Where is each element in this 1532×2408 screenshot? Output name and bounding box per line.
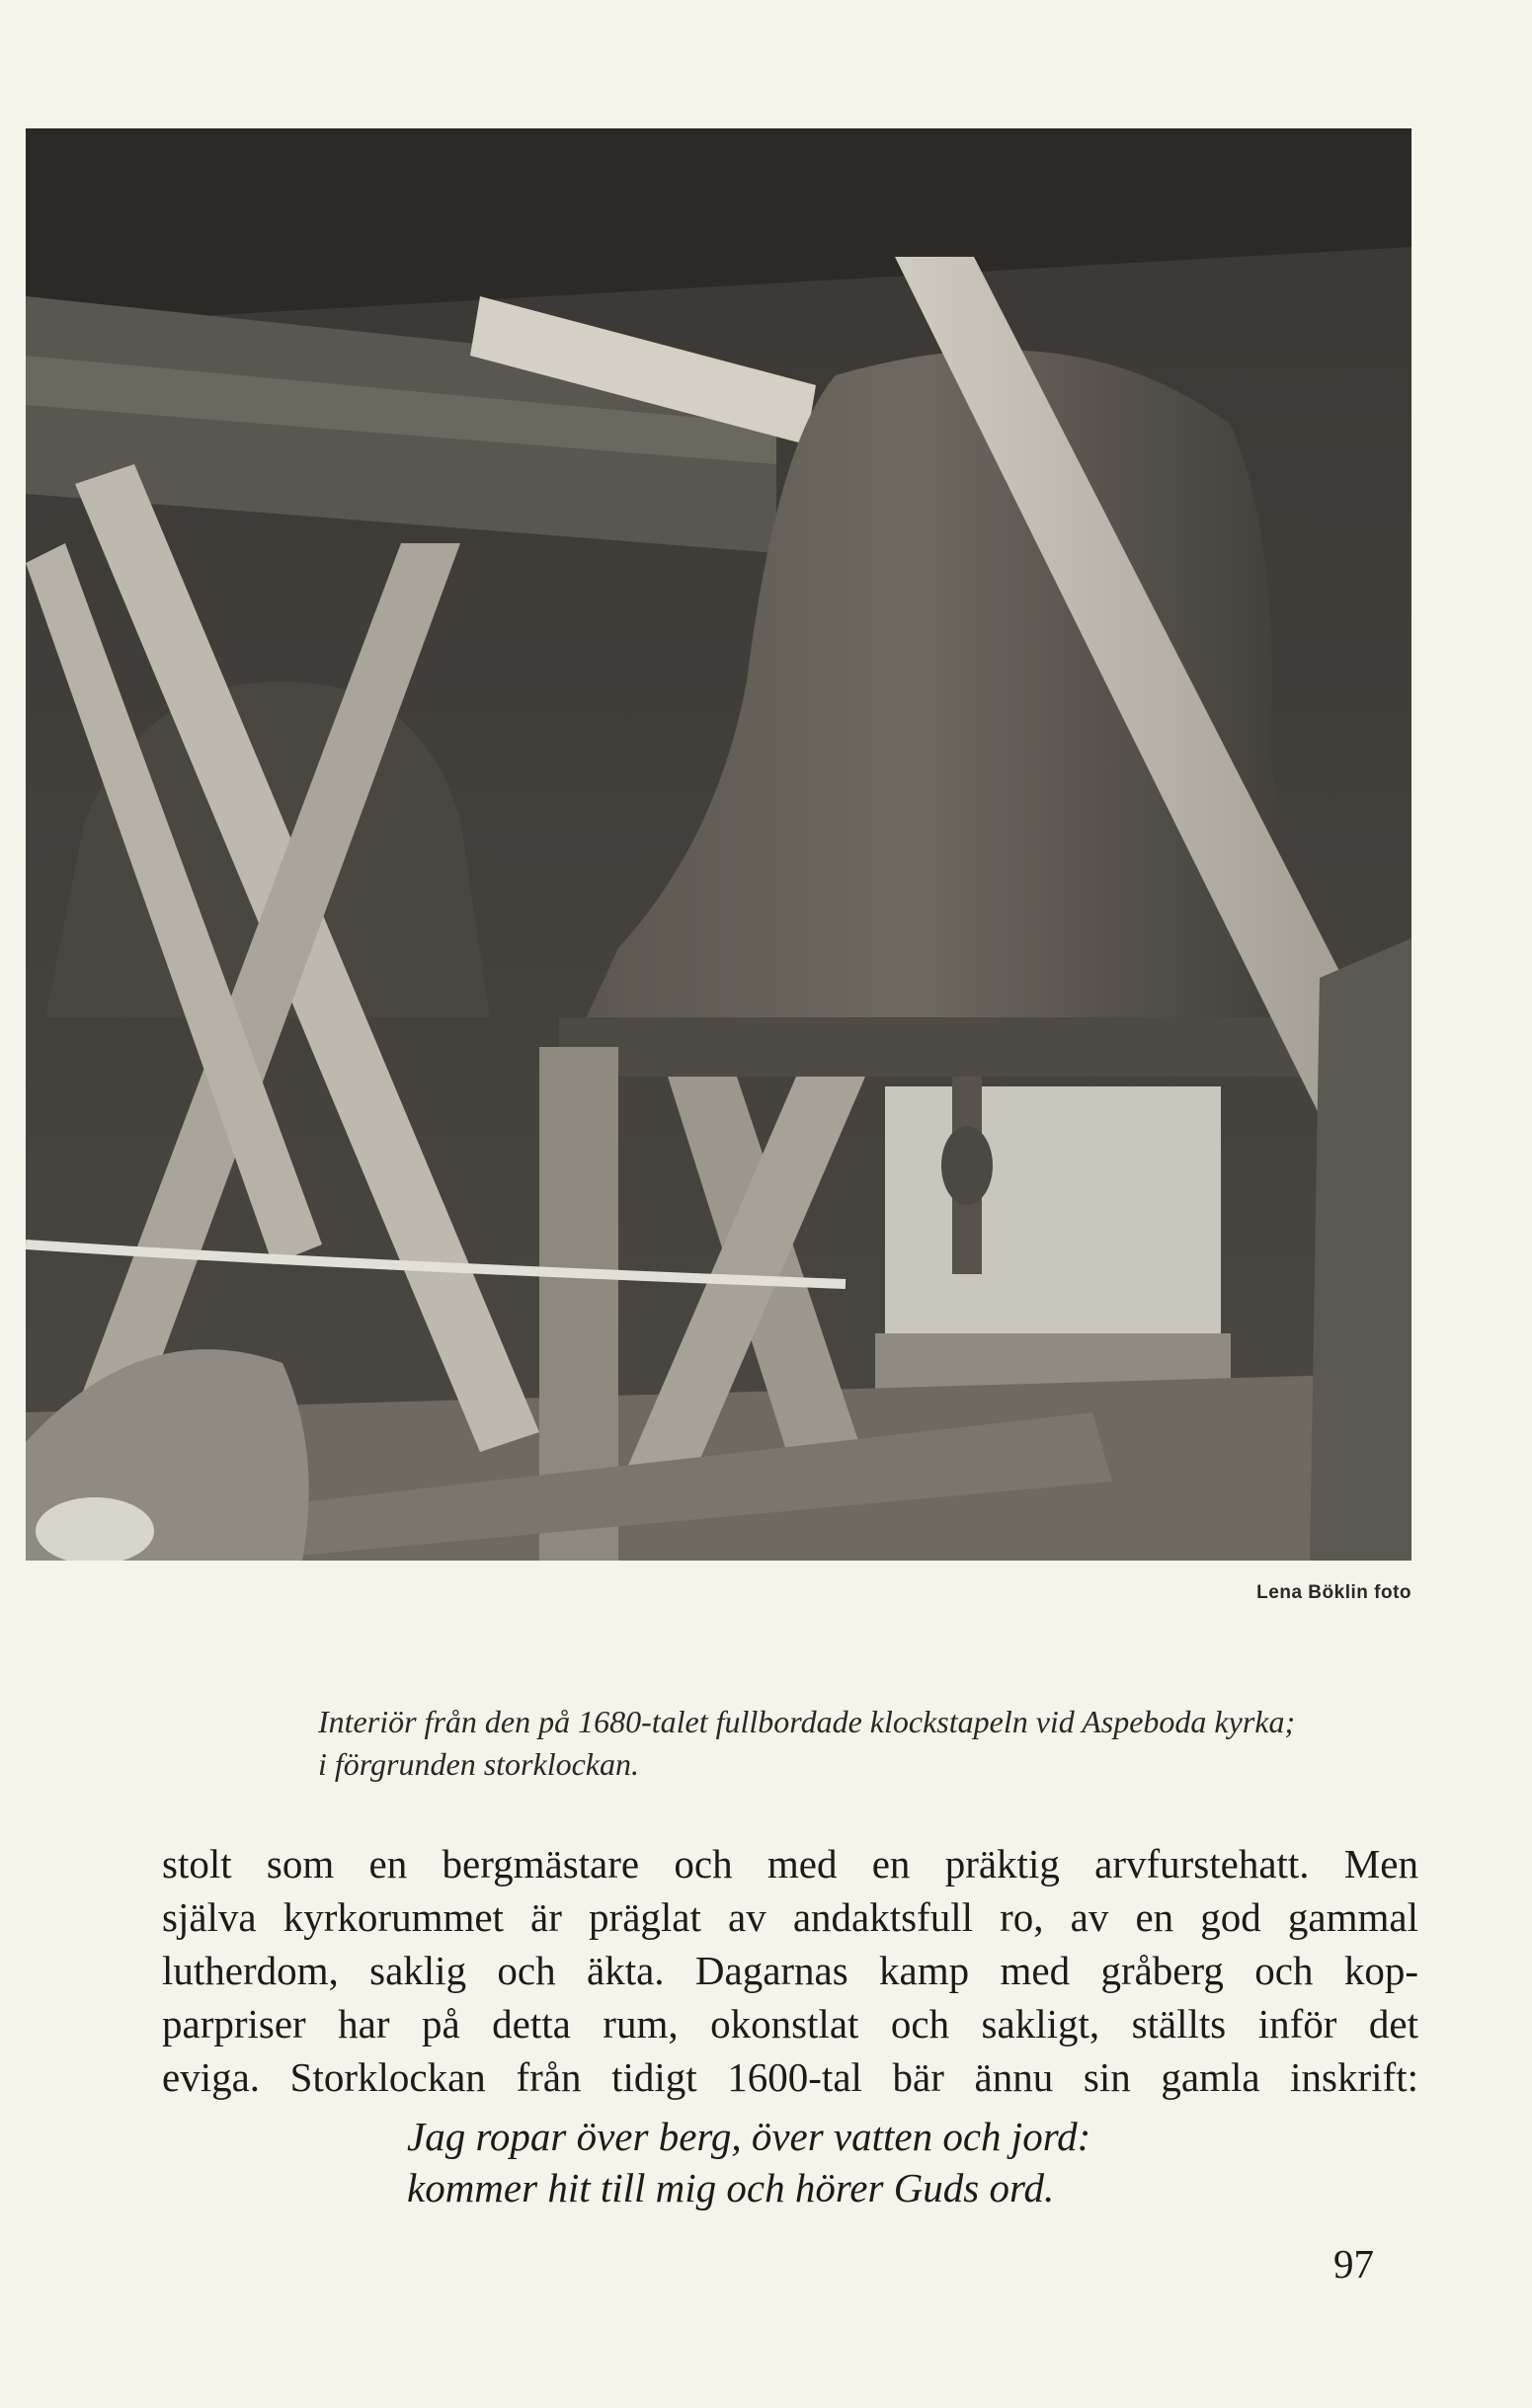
verse-line: Jag ropar över berg, över vatten och jord: [407,2114,1091,2159]
photo-caption [318,1701,1414,1786]
belfry-interior-photo [26,128,1411,1561]
caption-line: i förgrunden storklockan. [318,1746,639,1782]
page-number: 97 [1333,2241,1374,2287]
body-paragraph [162,1837,1418,2104]
verse-line: kommer hit till mig och hörer Guds ord. [407,2165,1055,2210]
bell-inscription-verse [407,2111,1090,2213]
bell-photo-illustration [26,128,1411,1561]
photo-credit: Lena Böklin foto [1256,1582,1411,1603]
body-line: lutherdom, saklig och äkta. Dagarnas kamp med gråberg och kop- [162,1948,1418,1993]
caption-line: Interiör från den på 1680-talet fullbordade klockstapeln vid Aspeboda kyrka; [318,1704,1296,1739]
body-line: parpriser har på detta rum, okonstlat och sakligt, ställts inför det [162,2001,1418,2047]
body-line: stolt som en bergmästare och med en präktig arvfurstehatt. Men [162,1841,1418,1886]
body-line: eviga. Storklockan från tidigt 1600-tal bär ännu sin gamla inskrift: [162,2054,1418,2100]
body-line: själva kyrkorummet är präglat av andaktsfull ro, av en god gammal [162,1894,1418,1940]
